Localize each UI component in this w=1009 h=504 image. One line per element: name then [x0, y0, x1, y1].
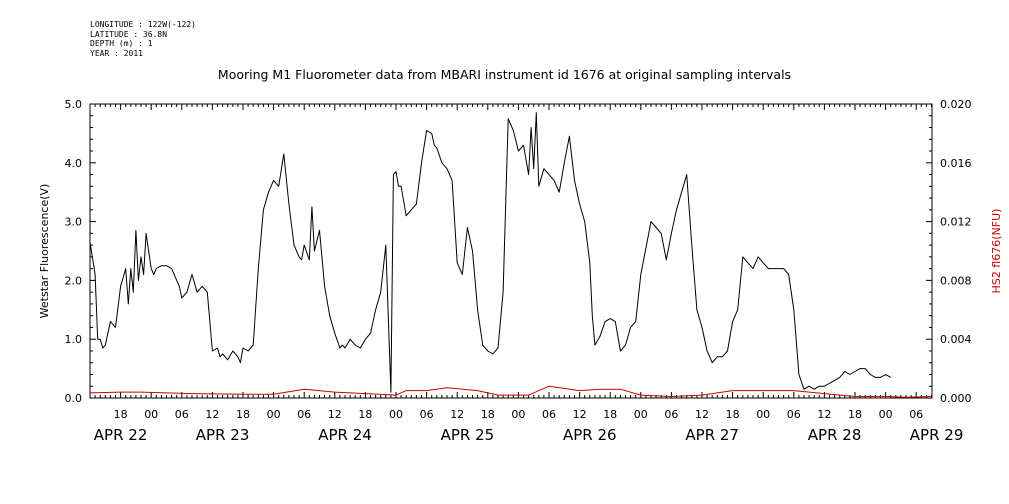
chart-title: Mooring M1 Fluorometer data from MBARI instrument id 1676 at original sampling intervals — [217, 67, 792, 82]
y-tick-label: 5.0 — [64, 98, 82, 111]
y2-axis-label: HS2 fl676(NFU) — [990, 208, 1003, 294]
x-date-label: APR 24 — [318, 426, 372, 444]
plot-frame — [90, 104, 932, 398]
x-tick-label: 06 — [542, 408, 556, 421]
fluorescence-series-line — [90, 113, 891, 392]
x-tick-label: 00 — [633, 408, 648, 421]
x-tick-label: 18 — [603, 408, 618, 421]
x-date-label: APR 22 — [93, 426, 148, 444]
meta-year: YEAR : 2011 — [90, 48, 143, 58]
x-tick-label: 06 — [909, 408, 924, 421]
x-tick-label: 06 — [297, 408, 312, 421]
y2-tick-label: 0.012 — [940, 215, 972, 229]
x-date-label: APR 29 — [909, 426, 964, 444]
x-tick-label: 18 — [113, 408, 128, 421]
x-tick-label: 06 — [174, 408, 189, 421]
y-axis-label: Wetstar Fluorescence(V) — [38, 183, 51, 319]
x-tick-label: 12 — [572, 408, 587, 421]
x-tick-label: 06 — [419, 408, 434, 421]
y2-tick-label: 0.004 — [940, 333, 972, 347]
x-tick-label: 06 — [786, 408, 801, 421]
x-date-label: APR 26 — [563, 426, 617, 444]
x-tick-label: 12 — [327, 408, 342, 421]
x-tick-label: 06 — [664, 408, 679, 421]
meta-depth: DEPTH (m) : 1 — [90, 39, 153, 48]
y2-tick-label: 0.020 — [940, 98, 972, 111]
meta-latitude: LATITUDE : 36.8N — [90, 29, 168, 39]
x-tick-label: 18 — [480, 408, 495, 421]
x-date-label: APR 23 — [195, 426, 250, 444]
y-tick-label: 2.0 — [64, 274, 82, 288]
x-tick-label: 00 — [756, 408, 771, 421]
x-tick-label: 18 — [848, 408, 862, 421]
hs2-series-line — [90, 386, 932, 397]
x-tick-label: 12 — [695, 408, 709, 421]
x-tick-label: 18 — [358, 408, 373, 421]
x-tick-label: 00 — [878, 408, 893, 421]
x-date-label: APR 27 — [685, 426, 739, 444]
x-tick-label: 18 — [236, 408, 250, 421]
x-date-label: APR 28 — [807, 426, 862, 444]
y-tick-label: 1.0 — [64, 333, 82, 347]
y-tick-label: 3.0 — [64, 215, 82, 229]
x-tick-label: 18 — [725, 408, 740, 421]
x-tick-label: 00 — [511, 408, 526, 421]
x-tick-label: 12 — [450, 408, 465, 421]
x-tick-label: 12 — [817, 408, 832, 421]
meta-longitude: LONGITUDE : 122W(-122) — [90, 20, 196, 29]
y-tick-label: 4.0 — [64, 156, 82, 170]
y2-tick-label: 0.000 — [940, 392, 972, 405]
x-tick-label: 00 — [266, 408, 281, 421]
x-tick-label: 00 — [389, 408, 403, 421]
y-tick-label: 0.0 — [64, 392, 82, 405]
x-date-label: APR 25 — [440, 426, 495, 444]
x-tick-label: 12 — [205, 408, 220, 421]
y2-tick-label: 0.016 — [940, 156, 972, 170]
y2-tick-label: 0.008 — [940, 274, 972, 288]
x-tick-label: 00 — [144, 408, 159, 421]
